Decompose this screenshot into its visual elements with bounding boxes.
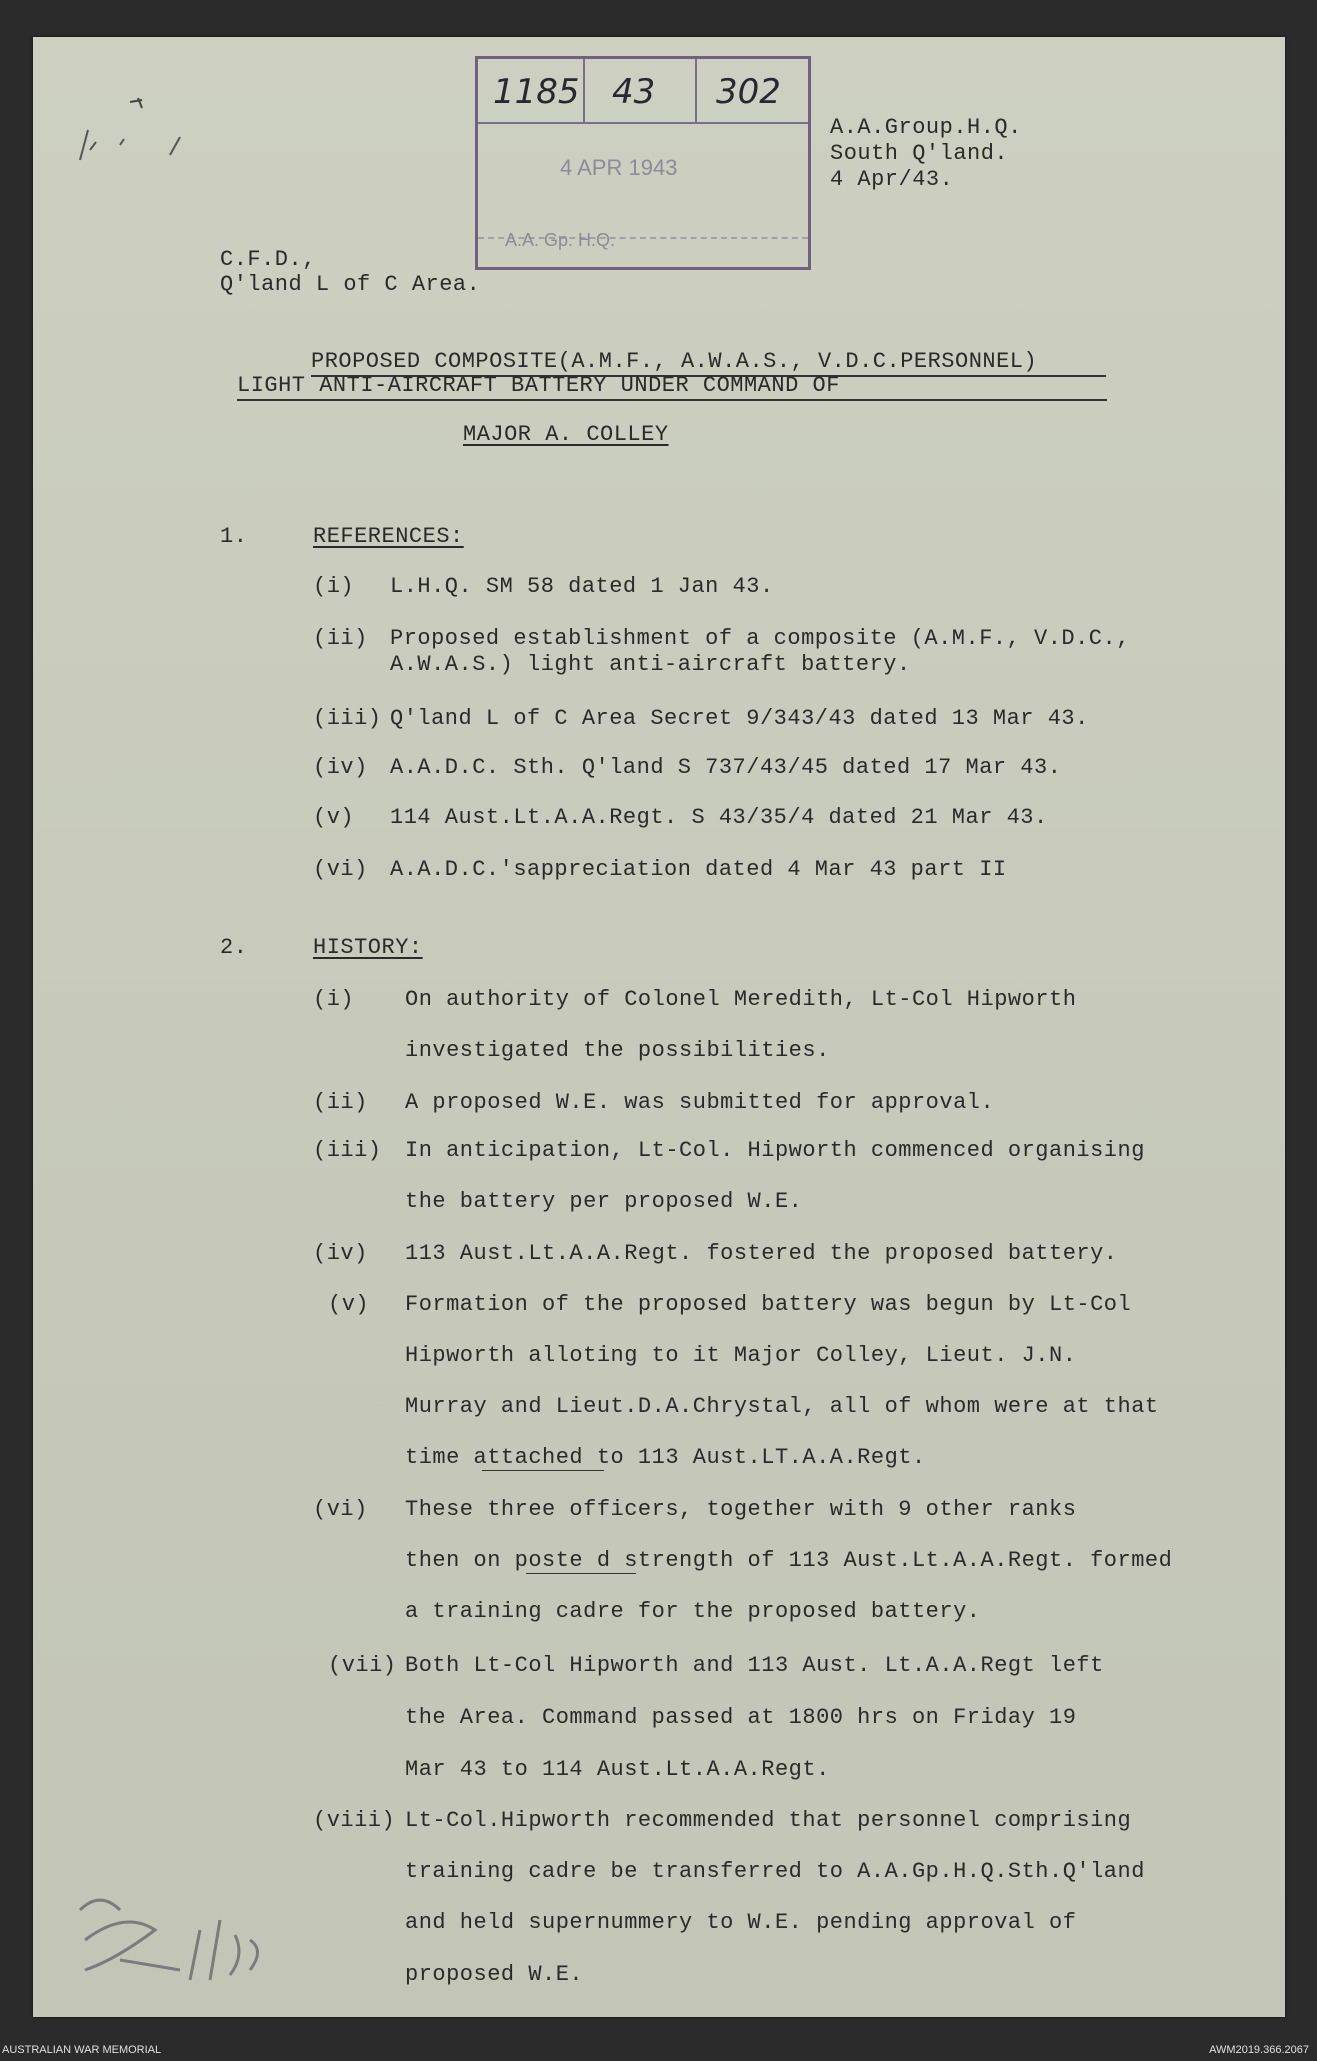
history-text: the battery per proposed W.E.: [405, 1189, 803, 1214]
history-text: These three officers, together with 9 other ranks: [405, 1497, 1077, 1522]
section-2-heading: HISTORY:: [313, 935, 423, 960]
history-number: (v): [328, 1292, 370, 1317]
footer-catalogue-id: AWM2019.366.2067: [1209, 2044, 1309, 2056]
stamp-file-number-1: 1185: [493, 72, 580, 112]
ref-text: A.W.A.S.) light anti-aircraft battery.: [390, 652, 911, 677]
stamp-file-number-3: 302: [716, 72, 781, 112]
stamp-file-number-2: 43: [612, 72, 656, 112]
stamp-unit: A.A. Gp. H.Q.: [505, 230, 616, 250]
history-number: (vi): [313, 1497, 368, 1522]
history-text: the Area. Command passed at 1800 hrs on Friday 19: [405, 1705, 1077, 1730]
ref-text: Q'land L of C Area Secret 9/343/43 dated 13 Mar 43.: [390, 706, 1089, 731]
history-text: investigated the possibilities.: [405, 1038, 830, 1063]
ref-number: (i): [313, 574, 355, 599]
history-text: then on poste d strength of 113 Aust.Lt.A.A.Regt. formed: [405, 1548, 1173, 1573]
section-1-heading: REFERENCES:: [313, 524, 464, 549]
history-text: proposed W.E.: [405, 1962, 584, 1987]
history-number: (iv): [313, 1241, 368, 1266]
history-number: (iii): [313, 1138, 382, 1163]
pencil-initials-signature: [60, 1880, 290, 1990]
ref-number: (iv): [313, 755, 368, 780]
ref-text: L.H.Q. SM 58 dated 1 Jan 43.: [390, 574, 774, 599]
ref-number: (iii): [313, 706, 382, 731]
history-text: Murray and Lieut.D.A.Chrystal, all of whom were at that: [405, 1394, 1159, 1419]
addressee-line-1: C.F.D.,: [220, 247, 316, 272]
title-line-2: LIGHT ANTI-AIRCRAFT BATTERY UNDER COMMAND OF: [237, 373, 840, 398]
letter-date: 4 Apr/43.: [830, 167, 954, 192]
footer-institution: AUSTRALIAN WAR MEMORIAL: [2, 2044, 162, 2056]
history-number: (i): [313, 987, 355, 1012]
addressee-line-2: Q'land L of C Area.: [220, 272, 481, 297]
title-line-1: PROPOSED COMPOSITE(A.M.F., A.W.A.S., V.D.C.PERSONNEL): [311, 349, 1038, 374]
title-line-3: MAJOR A. COLLEY: [463, 422, 669, 447]
section-2-number: 2.: [220, 935, 248, 960]
history-text: In anticipation, Lt-Col. Hipworth commenced organising: [405, 1138, 1145, 1163]
ref-text: A.A.D.C.'sappreciation dated 4 Mar 43 part II: [390, 857, 1007, 882]
ref-number: (vi): [313, 857, 368, 882]
ref-text: 114 Aust.Lt.A.A.Regt. S 43/35/4 dated 21 Mar 43.: [390, 805, 1048, 830]
history-text: Hipworth alloting to it Major Colley, Lieut. J.N.: [405, 1343, 1077, 1368]
history-text: Both Lt-Col Hipworth and 113 Aust. Lt.A.A.Regt left: [405, 1653, 1104, 1678]
history-text: On authority of Colonel Meredith, Lt-Col Hipworth: [405, 987, 1077, 1012]
history-text: training cadre be transferred to A.A.Gp.H.Q.Sth.Q'land: [405, 1859, 1145, 1884]
section-1-number: 1.: [220, 524, 248, 549]
ref-text: Proposed establishment of a composite (A.M.F., V.D.C.,: [390, 626, 1130, 651]
history-number: (vii): [328, 1653, 397, 1678]
stamp-date: 4 APR 1943: [560, 155, 678, 180]
history-text: A proposed W.E. was submitted for approval.: [405, 1090, 995, 1115]
margin-pencil-marks: [50, 90, 190, 210]
sender-line-1: A.A.Group.H.Q.: [830, 115, 1022, 140]
sender-line-2: South Q'land.: [830, 141, 1009, 166]
history-text: Lt-Col.Hipworth recommended that personnel comprising: [405, 1808, 1132, 1833]
history-text: Mar 43 to 114 Aust.Lt.A.A.Regt.: [405, 1757, 830, 1782]
ref-number: (v): [313, 805, 355, 830]
ref-text: A.A.D.C. Sth. Q'land S 737/43/45 dated 17 Mar 43.: [390, 755, 1062, 780]
history-text: 113 Aust.Lt.A.A.Regt. fostered the proposed battery.: [405, 1241, 1118, 1266]
history-number: (viii): [313, 1808, 396, 1833]
ref-number: (ii): [313, 626, 368, 651]
history-number: (ii): [313, 1090, 368, 1115]
history-text: time attached to 113 Aust.LT.A.A.Regt.: [405, 1445, 926, 1470]
history-text: and held supernummery to W.E. pending approval of: [405, 1910, 1077, 1935]
history-text: Formation of the proposed battery was begun by Lt-Col: [405, 1292, 1132, 1317]
history-text: a training cadre for the proposed battery.: [405, 1599, 981, 1624]
